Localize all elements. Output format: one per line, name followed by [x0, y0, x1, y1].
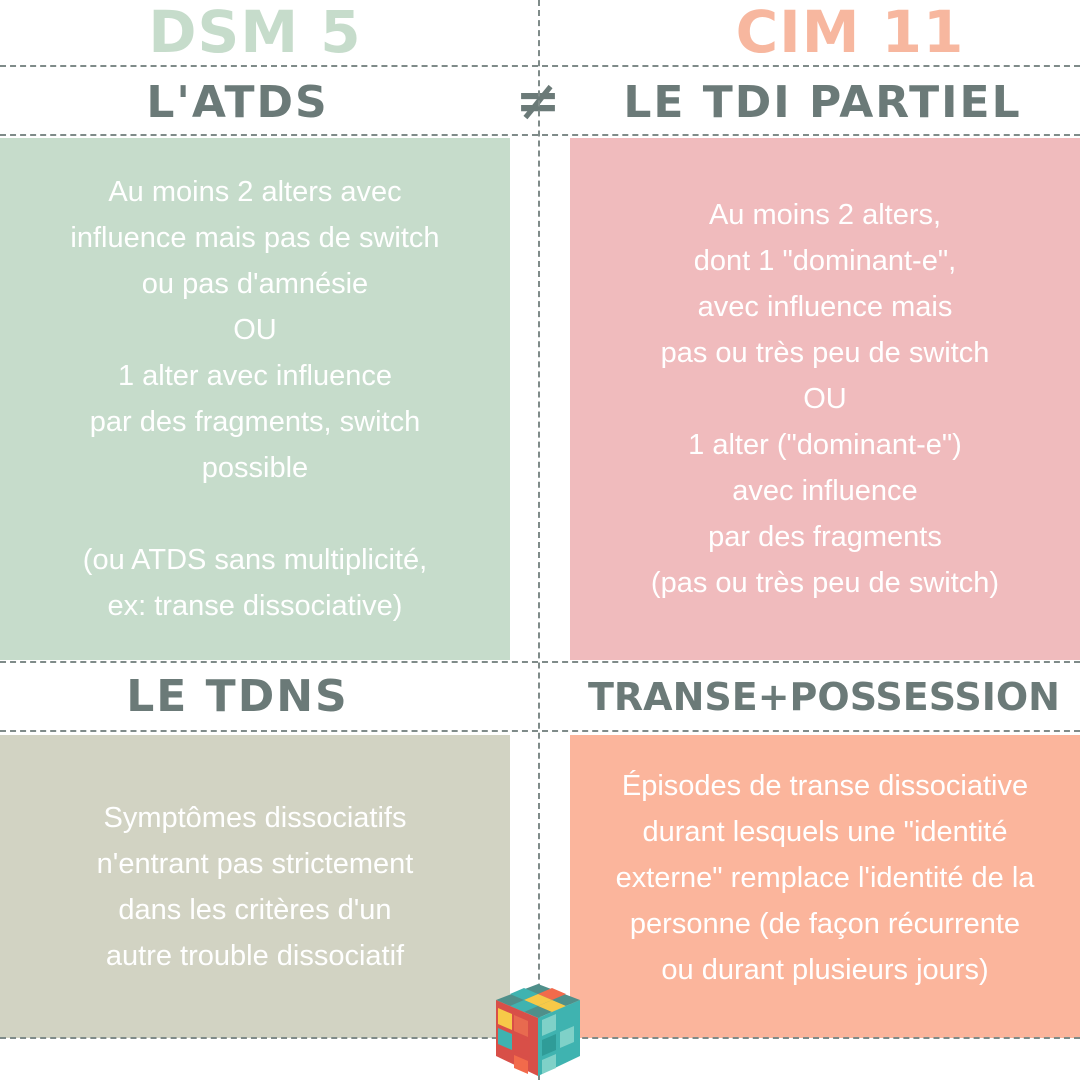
transe-title: TRANSE+POSSESSION	[588, 675, 1060, 719]
divider-top	[0, 65, 1080, 67]
atds-description: Au moins 2 alters avec influence mais pas de switch ou pas d'amnésie OU 1 alter avec influence par des fragments, switch possible (ou ATDS sans multiplicité, ex: transe dissociative)	[70, 176, 440, 622]
tdi-partiel-description: Au moins 2 alters, dont 1 "dominant-e", avec influence mais pas ou très peu de switch OU 1 alter ("dominant-e") avec influence par des fragments (pas ou très peu de switch)	[650, 199, 1000, 599]
transe-box	[570, 735, 1080, 1038]
tdns-description: Symptômes dissociatifs n'entrant pas strictement dans les critères d'un autre trouble dissociatif	[96, 801, 414, 972]
neq-symbol: ≠	[515, 69, 561, 132]
column-title-cim11: CIM 11	[735, 0, 965, 66]
tdi-partiel-title: LE TDI PARTIEL	[623, 77, 1022, 128]
atds-box	[0, 138, 510, 660]
divider-vertical	[538, 0, 540, 1080]
divider-middle	[0, 661, 1080, 663]
tdi-partiel-box	[570, 138, 1080, 660]
tdns-title: LE TDNS	[126, 671, 349, 722]
column-title-dsm5: DSM 5	[148, 0, 362, 66]
tdns-box	[0, 735, 510, 1038]
divider-lower-headings	[0, 730, 1080, 732]
transe-description: Épisodes de transe dissociative durant lesquels une "identité externe" remplace l'identité de la personne (de façon récurrente ou durant plusieurs jours)	[615, 770, 1035, 986]
atds-title: L'ATDS	[146, 77, 329, 128]
divider-under-headings	[0, 134, 1080, 136]
rubiks-cube-icon	[488, 978, 588, 1080]
